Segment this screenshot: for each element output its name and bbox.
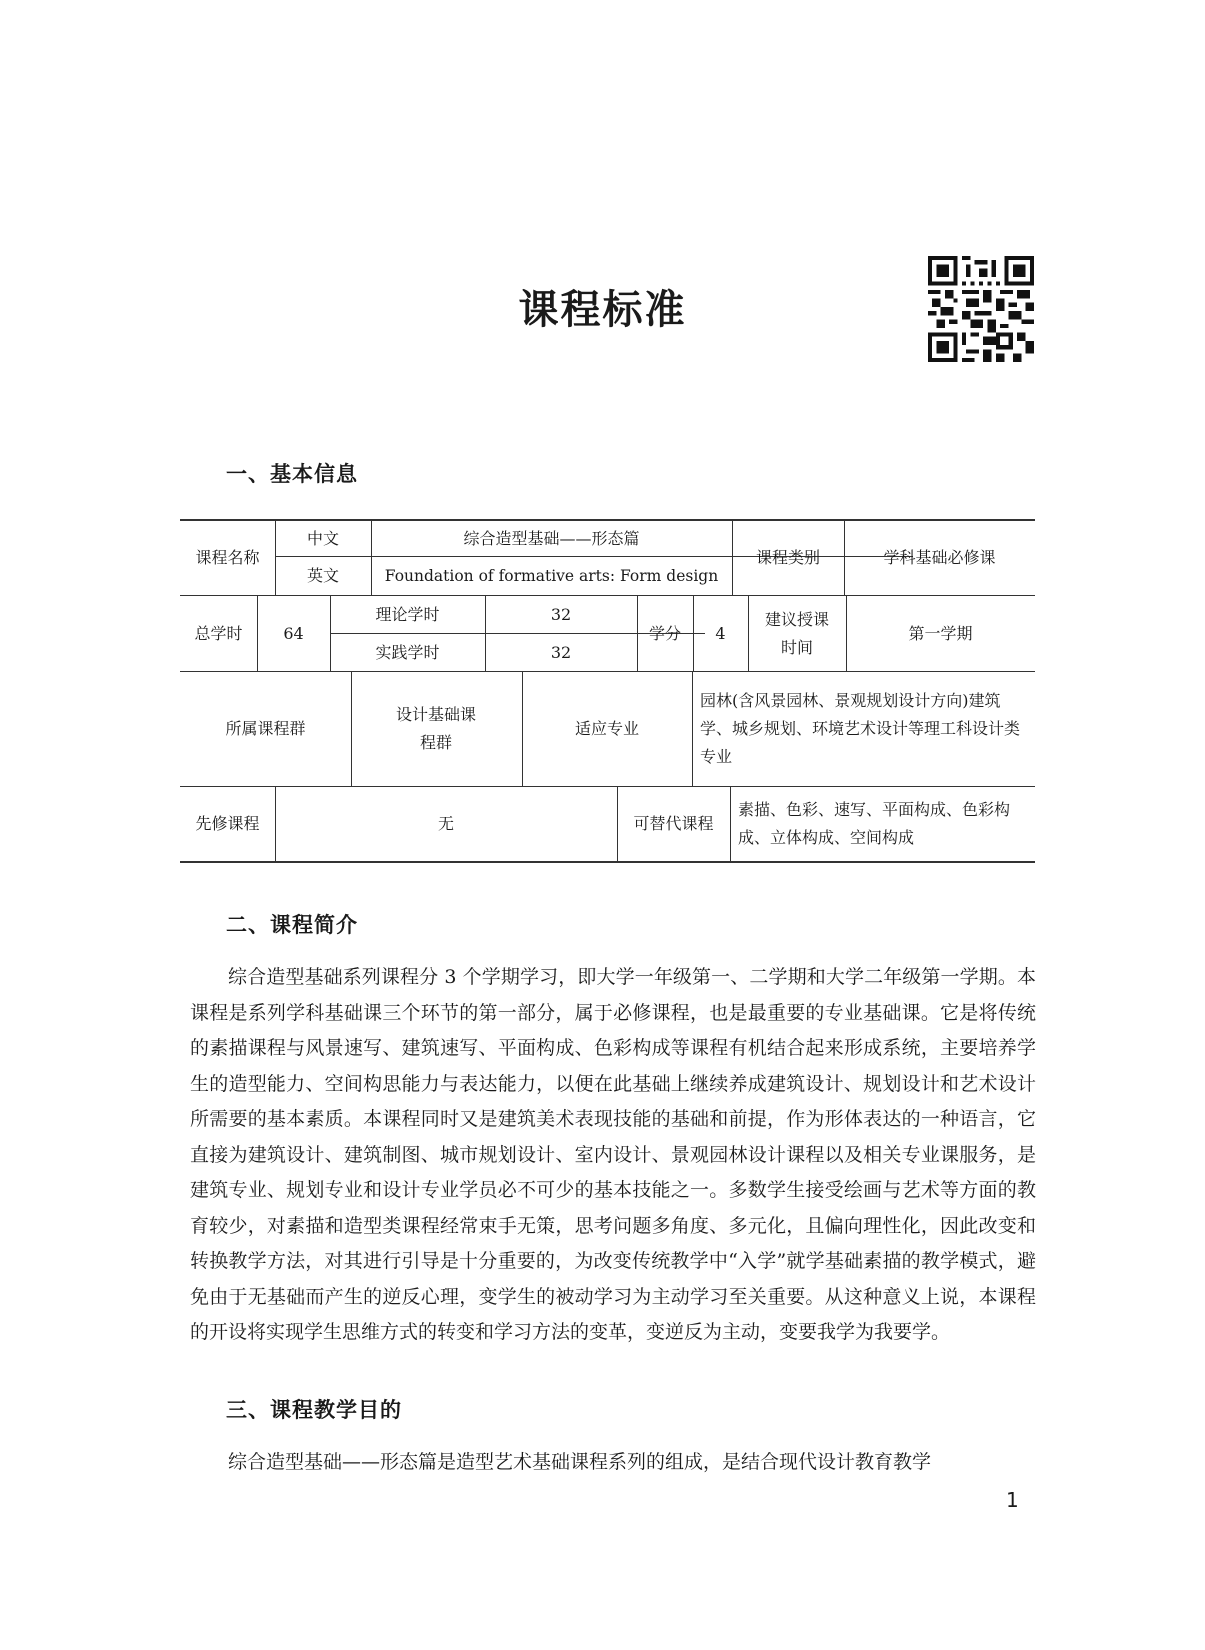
alternative-course-label: 可替代课程 [633, 814, 714, 833]
total-hours-value: 64 [283, 623, 304, 643]
suggested-time-value: 第一学期 [908, 623, 973, 643]
prerequisite-label: 先修课程 [195, 814, 260, 833]
page-title: 课程标准 [518, 287, 687, 333]
qr-code [928, 256, 1034, 362]
objectives-paragraph: 综合造型基础——形态篇是造型艺术基础课程系列的组成，是结合现代设计教育教学 [228, 1451, 932, 1473]
prerequisite-value: 无 [437, 814, 454, 833]
theory-hours-label: 理论学时 [375, 604, 440, 624]
section-heading-basic-info: 一、基本信息 [226, 462, 358, 486]
english-label: 英文 [306, 566, 339, 585]
suggested-time-label: 建议授课时间 [764, 609, 829, 657]
course-info-table [180, 519, 1035, 863]
course-name-label: 课程名称 [195, 548, 260, 567]
majors-value: 园林(含风景园林、景观规划设计方向)建筑学、城乡规划、环境艺术设计等理工科设计类专业 [700, 691, 1021, 766]
english-name-value: Foundation of formative arts: Form design [384, 567, 719, 585]
category-label: 课程类别 [755, 548, 820, 567]
section-heading-intro: 二、课程简介 [226, 913, 358, 937]
course-group-value: 设计基础课程群 [395, 705, 476, 752]
practice-hours-value: 32 [550, 642, 572, 662]
category-value: 学科基础必修课 [883, 548, 996, 567]
credits-label: 学分 [648, 623, 681, 643]
majors-label: 适应专业 [574, 719, 639, 738]
course-group-label: 所属课程群 [225, 719, 306, 738]
chinese-name-value: 综合造型基础——形态篇 [463, 528, 640, 548]
theory-hours-value: 32 [550, 604, 572, 624]
section-heading-objectives: 三、课程教学目的 [226, 1398, 402, 1422]
page-number: 1 [1006, 1488, 1019, 1512]
chinese-label: 中文 [306, 528, 339, 548]
intro-paragraph: 综合造型基础系列课程分 3 个学期学习，即大学一年级第一、二学期和大学二年级第一学期。本课程是系列学科基础课三个环节的第一部分，属于必修课程，也是最重要的专业基础课。它是将传统的素描课程与风景速写、建筑速写、平面构成、色彩构成等课程有机结合起来形成系统，主要培养学生的造型能力、空间构思能力与表达能力，以便在此基础上继续养成建筑设计、规划设计和艺术设计所需要的基本素质。本课程同时又是建筑美术表现技能的基础和前提，作为形体表达的一种语言，它直接为建筑设计、建筑制图、城市规划设计、室内设计、景观园林设计课程以及相关专业课服务，是建筑专业、规划专业和设计专业学员必不可少的基本技能之一。多数学生接受绘画与艺术等方面的教育较少，对素描和造型类课程经常束手无策，思考问题多角度、多元化，且偏向理性化，因此改变和转换教学方法，对其进行引导是十分重要的，为改变传统教学中“入学”就学基础素描的教学模式，避免由于无基础而产生的逆反心理，变学生的被动学习为主动学习至关重要。从这种意义上说，本课程的开设将实现学生思维方式的转变和学习方法的变革，变逆反为主动，变要我学为我要学。 [190, 966, 1036, 1343]
credits-value: 4 [715, 623, 726, 643]
alternative-course-value: 素描、色彩、速写、平面构成、色彩构成、立体构成、空间构成 [738, 800, 1011, 847]
practice-hours-label: 实践学时 [375, 642, 440, 662]
total-hours-label: 总学时 [194, 623, 243, 643]
